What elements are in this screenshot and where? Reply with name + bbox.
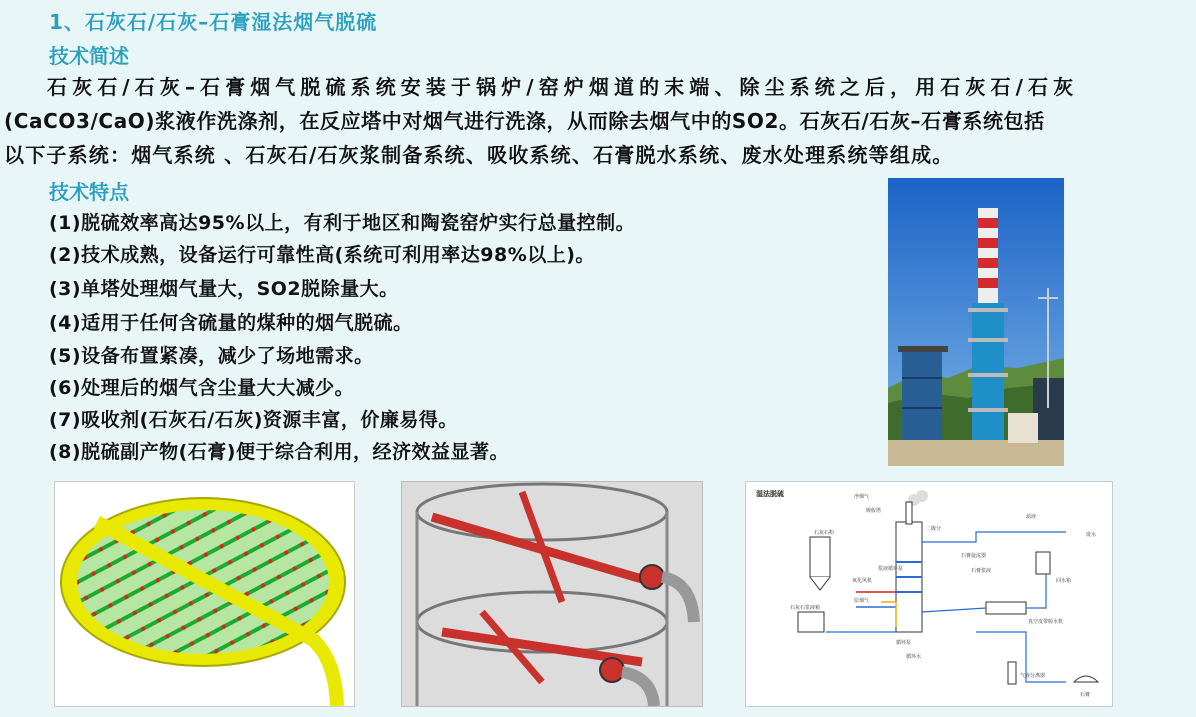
diagram-label-13: 回水箱 xyxy=(1056,578,1072,584)
diagram-label-1: 净烟气 xyxy=(854,494,870,500)
diagram-label-5: 氧化风机 xyxy=(852,578,873,584)
feature-item-3: (3)单塔处理烟气量大，SO2脱除量大。 xyxy=(49,278,399,300)
spray-layer-render xyxy=(54,481,355,707)
overview-line-3: 以下子系统：烟气系统 、石灰石/石灰浆制备系统、吸收系统、石膏脱水系统、废水处理系统等组成。 xyxy=(4,143,954,167)
diagram-label-11: 石膏浆液 xyxy=(971,568,992,574)
feature-item-5: (5)设备布置紧凑，减少了场地需求。 xyxy=(49,345,374,367)
diagram-label-16: 废水 xyxy=(1086,532,1097,538)
feature-item-4: (4)适用于任何含硫量的煤种的烟气脱硫。 xyxy=(49,312,413,334)
diagram-label-4: 石灰石浆液箱 xyxy=(790,605,821,611)
diagram-label-12: 真空皮带脱水机 xyxy=(1028,619,1064,625)
diagram-label-18: 气液分离器 xyxy=(1020,673,1046,679)
feature-item-7: (7)吸收剂(石灰石/石灰)资源丰富，价廉易得。 xyxy=(49,409,458,431)
diagram-label-3: 石灰石粉 xyxy=(814,530,835,536)
feature-item-1: (1)脱硫效率高达95%以上，有利于地区和陶瓷窑炉实行总量控制。 xyxy=(49,212,636,234)
diagram-label-9: 二级分 xyxy=(926,526,942,532)
feature-item-2: (2)技术成熟，设备运行可靠性高(系统可利用率达98%以上)。 xyxy=(49,244,595,266)
diagram-label-8: 循环泵 xyxy=(896,640,912,646)
section-title: 1、石灰石/石灰–石膏湿法烟气脱硫 xyxy=(49,10,378,34)
diagram-label-7: 浆液循环泵 xyxy=(878,566,904,572)
diagram-label-2: 吸收塔 xyxy=(866,508,882,514)
tower-photo xyxy=(888,178,1064,466)
process-flow-diagram xyxy=(745,481,1113,707)
diagram-label-14: 滤液 xyxy=(1026,514,1037,520)
diagram-label-6: 原烟气 xyxy=(854,598,870,604)
diagram-title: 湿法脱硫 xyxy=(756,490,784,498)
spray-piping-render xyxy=(401,481,703,707)
feature-item-8: (8)脱硫副产物(石膏)便于综合利用，经济效益显著。 xyxy=(49,441,509,463)
overview-line-1: 石灰石/石灰–石膏烟气脱硫系统安装于锅炉/窑炉烟道的末端、除尘系统之后，用石灰石/石灰 xyxy=(47,75,1079,99)
features-heading: 技术特点 xyxy=(49,180,129,204)
diagram-label-15: 石膏 xyxy=(1080,692,1091,698)
feature-item-6: (6)处理后的烟气含尘量大大减少。 xyxy=(49,377,355,399)
overview-paragraph xyxy=(4,70,1192,172)
diagram-label-17: 循环水 xyxy=(906,654,922,660)
overview-heading: 技术简述 xyxy=(49,44,129,68)
diagram-label-10: 石膏旋流器 xyxy=(961,553,987,559)
overview-line-2: (CaCO3/CaO)浆液作洗涤剂，在反应塔中对烟气进行洗涤，从而除去烟气中的SO2。石灰石/石灰–石膏系统包括 xyxy=(4,109,1045,133)
